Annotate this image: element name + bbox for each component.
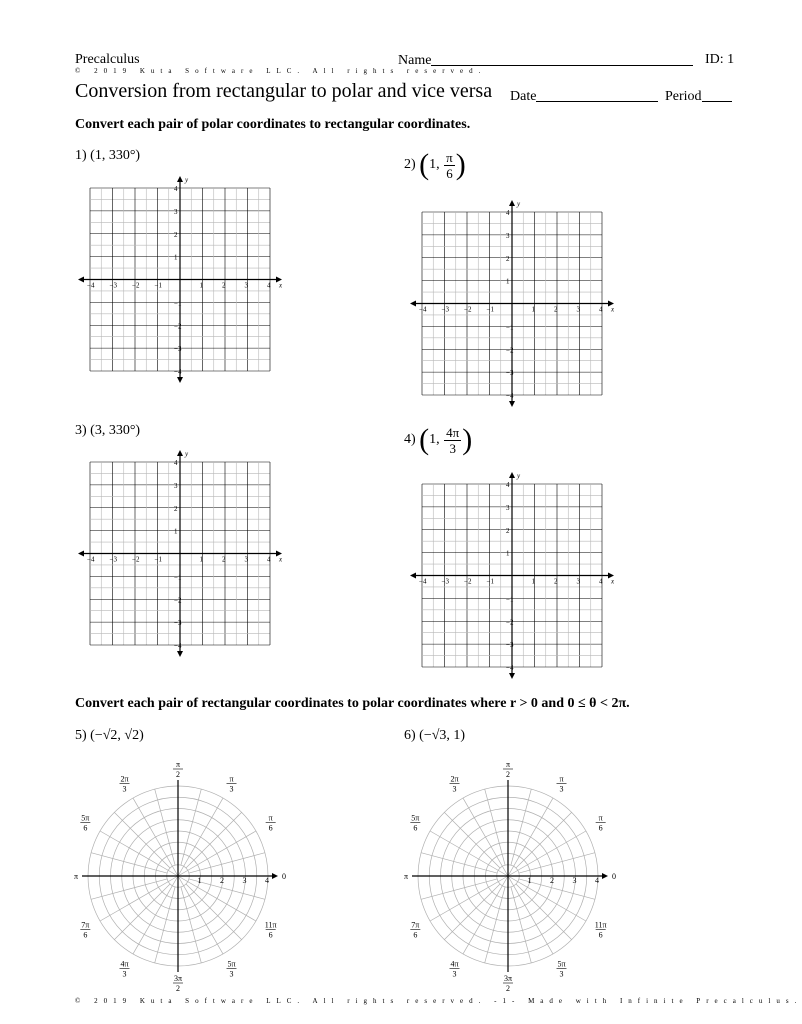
y-axis-label: y xyxy=(185,450,189,458)
angle-label-pi: π xyxy=(404,872,409,881)
problem-2-fraction: $\frac{\pi}{6}$ xyxy=(446,149,453,181)
y-tick-label: 2 xyxy=(174,230,178,239)
problem-2-number: 2) xyxy=(404,157,416,173)
angle-label xyxy=(557,960,567,979)
y-tick-label: −3 xyxy=(506,369,514,378)
polar-ray xyxy=(516,884,572,940)
x-axis-label: x xyxy=(611,305,615,314)
y-tick-label: −4 xyxy=(174,368,182,376)
y-tick-label: 3 xyxy=(506,503,510,512)
y-tick-label: −1 xyxy=(174,299,182,308)
angle-label-numerator: 3π xyxy=(503,974,513,983)
angle-label-numerator: π xyxy=(598,813,603,823)
footer xyxy=(75,997,802,1005)
x-tick-label: −4 xyxy=(419,577,427,586)
y-tick-label: −3 xyxy=(506,641,514,650)
angle-label-denominator: 3 xyxy=(452,969,457,979)
angle-label-denominator: 2 xyxy=(506,984,510,993)
x-tick-label: 4 xyxy=(267,555,271,564)
angle-label-numerator: 7π xyxy=(81,920,90,930)
y-tick-label: 1 xyxy=(506,277,510,286)
x-tick-label: −4 xyxy=(87,281,95,290)
angle-label-denominator: 3 xyxy=(559,969,564,979)
y-tick-label: 1 xyxy=(174,253,178,262)
problem-1-text: (1, 330°) xyxy=(90,148,141,163)
y-tick-label: 2 xyxy=(506,254,510,263)
x-tick-label: −1 xyxy=(486,305,494,314)
y-tick-label: −3 xyxy=(174,619,182,628)
angle-label-denominator: 6 xyxy=(598,823,603,833)
y-tick-label: 4 xyxy=(174,185,178,193)
angle-label xyxy=(503,974,513,993)
x-tick-label: −3 xyxy=(109,555,117,564)
x-tick-label: −4 xyxy=(87,555,95,564)
radius-label: 4 xyxy=(595,876,599,885)
problem-4: 4) (1, $\frac{4\pi}{3}$ ) xyxy=(404,423,473,456)
problem-3-text: (3, 330°) xyxy=(90,423,141,438)
angle-label-denominator: 6 xyxy=(268,930,273,940)
x-tick-label: −2 xyxy=(132,281,140,290)
x-tick-label: 1 xyxy=(531,305,535,314)
polar-ray xyxy=(463,876,508,954)
x-tick-label: 2 xyxy=(554,305,558,314)
angle-label-denominator: 6 xyxy=(83,823,88,833)
radius-label: 3 xyxy=(242,876,247,885)
polar-ray xyxy=(508,876,553,954)
section2-heading-condition: r > 0 and 0 ≤ θ < 2π. xyxy=(509,696,630,711)
course-name: Precalculus xyxy=(75,52,140,67)
angle-label-numerator: 5π xyxy=(557,959,566,969)
angle-label xyxy=(410,921,420,940)
y-axis-label: y xyxy=(185,176,189,184)
problem-2: 2) (1, $\frac{\pi}{6}$ ) xyxy=(404,148,466,181)
problem-1-number: 1) xyxy=(75,148,87,163)
page-number: -1- xyxy=(494,997,521,1005)
y-tick-label: 3 xyxy=(506,231,510,240)
problem-2-r: 1, xyxy=(429,157,440,173)
y-tick-label: −4 xyxy=(174,642,182,650)
angle-label-zero: 0 xyxy=(612,872,616,881)
y-tick-label: −2 xyxy=(506,346,514,355)
copyright-bottom: © 2019 Kuta Software LLC. All rights reserved. xyxy=(75,997,487,1005)
x-tick-label: −3 xyxy=(441,577,449,586)
x-tick-label: 3 xyxy=(576,577,580,586)
polar-ray xyxy=(430,876,508,921)
y-axis-label: y xyxy=(517,200,521,208)
x-tick-label: −2 xyxy=(132,555,140,564)
x-tick-label: 1 xyxy=(531,577,535,586)
x-tick-label: 3 xyxy=(576,305,580,314)
angle-label-denominator: 6 xyxy=(268,823,273,833)
x-tick-label: 3 xyxy=(244,555,248,564)
problem-5-text: (−√2, √2) xyxy=(90,728,144,743)
y-tick-label: −3 xyxy=(174,345,182,354)
x-tick-label: 4 xyxy=(267,281,271,290)
section1-heading: Convert each pair of polar coordinates to rectangular coordinates. xyxy=(75,117,471,132)
x-tick-label: 3 xyxy=(244,281,248,290)
angle-label-numerator: 11π xyxy=(264,920,277,930)
angle-label-numerator: 5π xyxy=(227,959,236,969)
polar-ray xyxy=(508,831,586,876)
y-tick-label: 4 xyxy=(506,209,510,217)
angle-label-numerator: 3π xyxy=(173,974,183,983)
section2-heading-text: Convert each pair of rectangular coordinates to polar coordinates where xyxy=(75,696,507,711)
angle-label xyxy=(450,774,460,793)
y-axis-label: y xyxy=(517,472,521,480)
angle-label xyxy=(596,814,606,833)
angle-label-denominator: 2 xyxy=(506,770,510,779)
problem-3-number: 3) xyxy=(75,423,87,438)
y-tick-label: 4 xyxy=(174,459,178,467)
made-with: Made with Infinite Precalculus. xyxy=(528,997,802,1005)
angle-label-denominator: 6 xyxy=(598,930,603,940)
angle-label-numerator: 2π xyxy=(120,774,129,784)
radius-label: 1 xyxy=(527,876,532,885)
x-tick-label: 2 xyxy=(222,281,226,290)
angle-label-denominator: 6 xyxy=(83,930,88,940)
date-label: Date xyxy=(510,89,537,104)
angle-label-denominator: 3 xyxy=(122,784,127,794)
angle-label-numerator: 11π xyxy=(594,920,607,930)
angle-label-numerator: 2π xyxy=(450,774,459,784)
radius-label: 2 xyxy=(550,876,554,885)
angle-label-denominator: 3 xyxy=(229,784,234,794)
problem-4-r: 1, xyxy=(429,432,440,448)
x-tick-label: 1 xyxy=(199,555,203,564)
x-axis-label: x xyxy=(279,555,283,564)
y-tick-label: −1 xyxy=(506,595,514,604)
worksheet-title: Conversion from rectangular to polar and vice versa xyxy=(75,80,493,102)
y-tick-label: 1 xyxy=(506,549,510,558)
x-tick-label: −4 xyxy=(419,305,427,314)
angle-label-numerator: 4π xyxy=(120,959,129,969)
angle-label xyxy=(450,960,460,979)
y-tick-label: −2 xyxy=(506,618,514,627)
angle-label xyxy=(595,921,607,940)
x-tick-label: −1 xyxy=(154,555,162,564)
polar-ray xyxy=(430,831,508,876)
y-tick-label: −4 xyxy=(506,664,514,672)
x-tick-label: 1 xyxy=(199,281,203,290)
angle-label-denominator: 3 xyxy=(229,969,234,979)
y-tick-label: −2 xyxy=(174,322,182,331)
radius-label: 1 xyxy=(197,876,202,885)
polar-ray xyxy=(444,812,500,868)
angle-label-numerator: π xyxy=(229,774,234,784)
angle-label xyxy=(557,774,567,793)
angle-label-denominator: 2 xyxy=(176,984,180,993)
angle-label-denominator: 6 xyxy=(413,823,418,833)
angle-label-numerator: π xyxy=(175,760,181,769)
radius-label: 2 xyxy=(220,876,224,885)
name-label: Name xyxy=(398,53,432,68)
y-tick-label: −4 xyxy=(506,392,514,400)
y-tick-label: −2 xyxy=(174,596,182,605)
problem-6-text: (−√3, 1) xyxy=(419,728,466,743)
copyright-top: © 2019 Kuta Software LLC. All rights reserved. xyxy=(75,67,487,75)
y-tick-label: 4 xyxy=(506,481,510,489)
angle-label-denominator: 2 xyxy=(176,770,180,779)
problem-5-number: 5) xyxy=(75,728,87,743)
angle-label-pi: π xyxy=(74,872,79,881)
y-tick-label: −1 xyxy=(174,573,182,582)
x-axis-label: x xyxy=(611,577,615,586)
angle-label-numerator: 5π xyxy=(411,813,420,823)
x-tick-label: 2 xyxy=(554,577,558,586)
id-label: ID: 1 xyxy=(705,52,735,67)
x-tick-label: 4 xyxy=(599,305,603,314)
polar-ray xyxy=(463,798,508,876)
y-tick-label: 3 xyxy=(174,207,178,216)
problem-6-number: 6) xyxy=(404,728,416,743)
x-axis-label: x xyxy=(279,281,283,290)
angle-label xyxy=(410,814,420,833)
polar-ray xyxy=(516,812,572,868)
x-tick-label: −3 xyxy=(441,305,449,314)
polar-axis-arrow xyxy=(602,873,608,879)
x-tick-label: −3 xyxy=(109,281,117,290)
x-tick-label: 2 xyxy=(222,555,226,564)
x-tick-label: −2 xyxy=(464,577,472,586)
x-tick-label: 4 xyxy=(599,577,603,586)
period-label: Period xyxy=(665,89,702,104)
y-tick-label: −1 xyxy=(506,323,514,332)
angle-label-numerator: π xyxy=(505,760,511,769)
angle-label-numerator: 5π xyxy=(81,813,90,823)
x-tick-label: −1 xyxy=(486,577,494,586)
polar-ray xyxy=(444,884,500,940)
radius-label: 4 xyxy=(265,876,269,885)
x-tick-label: −1 xyxy=(154,281,162,290)
angle-label xyxy=(503,760,513,779)
angle-label-denominator: 6 xyxy=(413,930,418,940)
y-tick-label: 1 xyxy=(174,527,178,536)
angle-label-denominator: 3 xyxy=(559,784,564,794)
angle-label-numerator: 7π xyxy=(411,920,420,930)
angle-label-numerator: 4π xyxy=(450,959,459,969)
radius-label: 3 xyxy=(572,876,577,885)
y-tick-label: 3 xyxy=(174,481,178,490)
y-tick-label: 2 xyxy=(506,526,510,535)
angle-label-numerator: π xyxy=(559,774,564,784)
angle-label-denominator: 3 xyxy=(122,969,127,979)
y-tick-label: 2 xyxy=(174,504,178,513)
x-tick-label: −2 xyxy=(464,305,472,314)
angle-label-denominator: 3 xyxy=(452,784,457,794)
problem-4-fraction: $\frac{4\pi}{3}$ xyxy=(446,424,460,456)
angle-label-numerator: π xyxy=(268,813,273,823)
angle-label-zero: 0 xyxy=(282,872,286,881)
problem-4-number: 4) xyxy=(404,432,416,448)
polar-ray xyxy=(508,798,553,876)
